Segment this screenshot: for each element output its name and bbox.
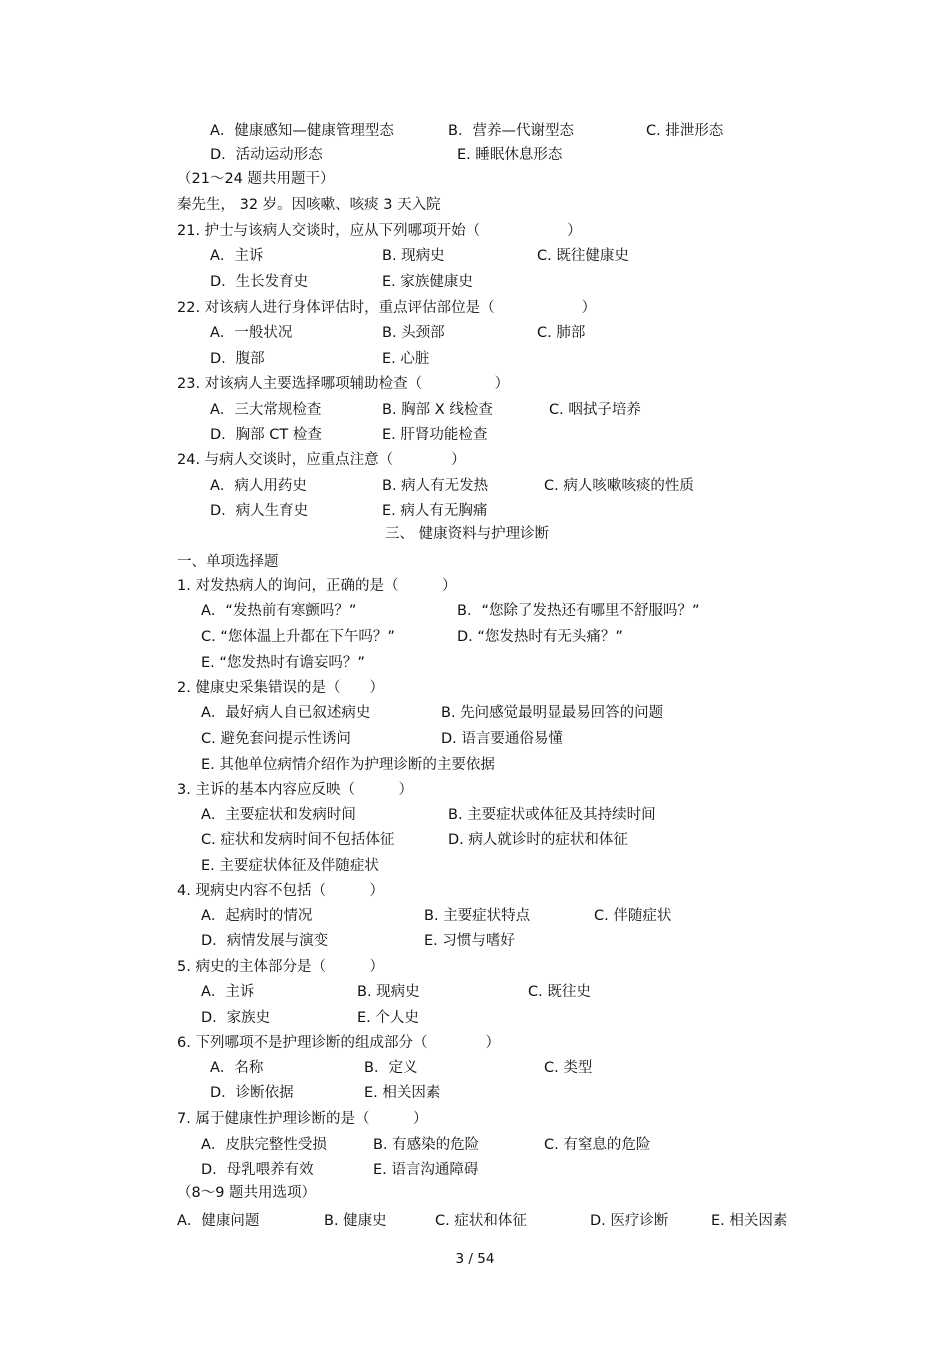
q3-option-b: B. 主要症状或体征及其持续时间 bbox=[448, 807, 656, 823]
q2-option-d: D. 语言要通俗易懂 bbox=[441, 731, 563, 747]
q7-option-c: C. 有窒息的危险 bbox=[544, 1137, 651, 1153]
q2-option-c: C. 避免套问提示性诱问 bbox=[201, 731, 351, 747]
question-6: 6. 下列哪项不是护理诊断的组成部分（ ） bbox=[177, 1035, 500, 1051]
q21-option-c: C. 既往健康史 bbox=[537, 248, 629, 264]
question-7: 7. 属于健康性护理诊断的是（ ） bbox=[177, 1111, 428, 1127]
question-2: 2. 健康史采集错误的是（ ） bbox=[177, 680, 384, 696]
q5-option-c: C. 既往史 bbox=[528, 984, 591, 1000]
q23-option-b: B. 胸部 X 线检查 bbox=[382, 402, 493, 418]
q3-option-c: C. 症状和发病时间不包括体征 bbox=[201, 832, 395, 848]
q2-option-e: E. 其他单位病情介绍作为护理诊断的主要依据 bbox=[201, 757, 495, 773]
q6-option-a: A．名称 bbox=[210, 1060, 264, 1076]
q1-option-e: E. “您发热时有谵妄吗？” bbox=[201, 655, 365, 671]
q22-option-d: D．腹部 bbox=[210, 351, 265, 367]
q7-option-b: B. 有感染的危险 bbox=[373, 1137, 480, 1153]
q21-option-a: A．主诉 bbox=[210, 248, 264, 264]
q1-option-b: B．“您除了发热还有哪里不舒服吗？” bbox=[457, 603, 700, 619]
q24-option-d: D．病人生育史 bbox=[210, 503, 309, 519]
group-8-9-header: （8～9 题共用选项） bbox=[177, 1185, 317, 1201]
section-title: 三、 健康资料与护理诊断 bbox=[385, 526, 550, 542]
q2-option-b: B. 先问感觉最明显最易回答的问题 bbox=[441, 705, 664, 721]
q1-option-d: D. “您发热时有无头痛？” bbox=[457, 629, 623, 645]
q22-option-a: A．一般状况 bbox=[210, 325, 293, 341]
q3-option-d: D. 病人就诊时的症状和体征 bbox=[448, 832, 628, 848]
q1-option-a: A．“发热前有寒颤吗？” bbox=[201, 603, 357, 619]
q5-option-e: E. 个人史 bbox=[357, 1010, 419, 1026]
q4-option-d: D．病情发展与演变 bbox=[201, 933, 329, 949]
q22-option-e: E. 心脏 bbox=[382, 351, 430, 367]
option-c: C. 排泄形态 bbox=[646, 123, 724, 139]
q6-option-c: C. 类型 bbox=[544, 1060, 593, 1076]
q23-option-c: C. 咽拭子培养 bbox=[549, 402, 641, 418]
q5-option-a: A．主诉 bbox=[201, 984, 255, 1000]
shared-option-b: B. 健康史 bbox=[324, 1213, 387, 1229]
shared-option-c: C. 症状和体征 bbox=[435, 1213, 527, 1229]
q2-option-a: A．最好病人自已叙述病史 bbox=[201, 705, 371, 721]
q24-option-b: B. 病人有无发热 bbox=[382, 478, 489, 494]
q6-option-d: D．诊断依据 bbox=[210, 1085, 294, 1101]
option-d: D．活动运动形态 bbox=[210, 147, 323, 163]
question-21: 21. 护士与该病人交谈时，应从下列哪项开始（ ） bbox=[177, 223, 582, 239]
q4-option-b: B. 主要症状特点 bbox=[424, 908, 531, 924]
q24-option-c: C. 病人咳嗽咳痰的性质 bbox=[544, 478, 694, 494]
q22-option-b: B. 头颈部 bbox=[382, 325, 445, 341]
q23-option-e: E. 肝肾功能检查 bbox=[382, 427, 488, 443]
page-number: 3 / 54 bbox=[455, 1251, 495, 1267]
q4-option-a: A．起病时的情况 bbox=[201, 908, 313, 924]
q5-option-d: D．家族史 bbox=[201, 1010, 271, 1026]
q21-option-e: E. 家族健康史 bbox=[382, 274, 473, 290]
q7-option-a: A．皮肤完整性受损 bbox=[201, 1137, 327, 1153]
option-a: A．健康感知—健康管理型态 bbox=[210, 123, 394, 139]
case-stem: 秦先生， 32 岁。因咳嗽、咳痰 3 天入院 bbox=[177, 197, 441, 213]
option-b: B．营养—代谢型态 bbox=[448, 123, 574, 139]
q3-option-e: E. 主要症状体征及伴随症状 bbox=[201, 858, 379, 874]
shared-option-a: A．健康问题 bbox=[177, 1213, 260, 1229]
q3-option-a: A．主要症状和发病时间 bbox=[201, 807, 356, 823]
question-23: 23. 对该病人主要选择哪项辅助检查（ ） bbox=[177, 376, 510, 392]
question-24: 24. 与病人交谈时，应重点注意（ ） bbox=[177, 452, 466, 468]
q7-option-d: D．母乳喂养有效 bbox=[201, 1162, 314, 1178]
q7-option-e: E. 语言沟通障碍 bbox=[373, 1162, 479, 1178]
subsection-title: 一、单项选择题 bbox=[177, 554, 279, 570]
q1-option-c: C. “您体温上升都在下午吗？” bbox=[201, 629, 395, 645]
shared-option-e: E. 相关因素 bbox=[711, 1213, 788, 1229]
option-e: E. 睡眠休息形态 bbox=[457, 147, 563, 163]
question-22: 22. 对该病人进行身体评估时，重点评估部位是（ ） bbox=[177, 300, 597, 316]
group-header: （21～24 题共用题干） bbox=[177, 171, 335, 187]
q23-option-d: D．胸部 CT 检查 bbox=[210, 427, 322, 443]
q6-option-e: E. 相关因素 bbox=[364, 1085, 441, 1101]
question-3: 3. 主诉的基本内容应反映（ ） bbox=[177, 782, 413, 798]
q4-option-c: C. 伴随症状 bbox=[594, 908, 672, 924]
question-5: 5. 病史的主体部分是（ ） bbox=[177, 959, 384, 975]
q22-option-c: C. 肺部 bbox=[537, 325, 586, 341]
q4-option-e: E. 习惯与嗜好 bbox=[424, 933, 515, 949]
q23-option-a: A．三大常规检查 bbox=[210, 402, 322, 418]
q24-option-e: E. 病人有无胸痛 bbox=[382, 503, 488, 519]
question-4: 4. 现病史内容不包括（ ） bbox=[177, 883, 384, 899]
shared-option-d: D. 医疗诊断 bbox=[590, 1213, 669, 1229]
q24-option-a: A．病人用药史 bbox=[210, 478, 307, 494]
q21-option-b: B. 现病史 bbox=[382, 248, 445, 264]
q5-option-b: B. 现病史 bbox=[357, 984, 420, 1000]
question-1: 1. 对发热病人的询问，正确的是（ ） bbox=[177, 578, 457, 594]
q21-option-d: D．生长发育史 bbox=[210, 274, 309, 290]
q6-option-b: B．定义 bbox=[364, 1060, 418, 1076]
